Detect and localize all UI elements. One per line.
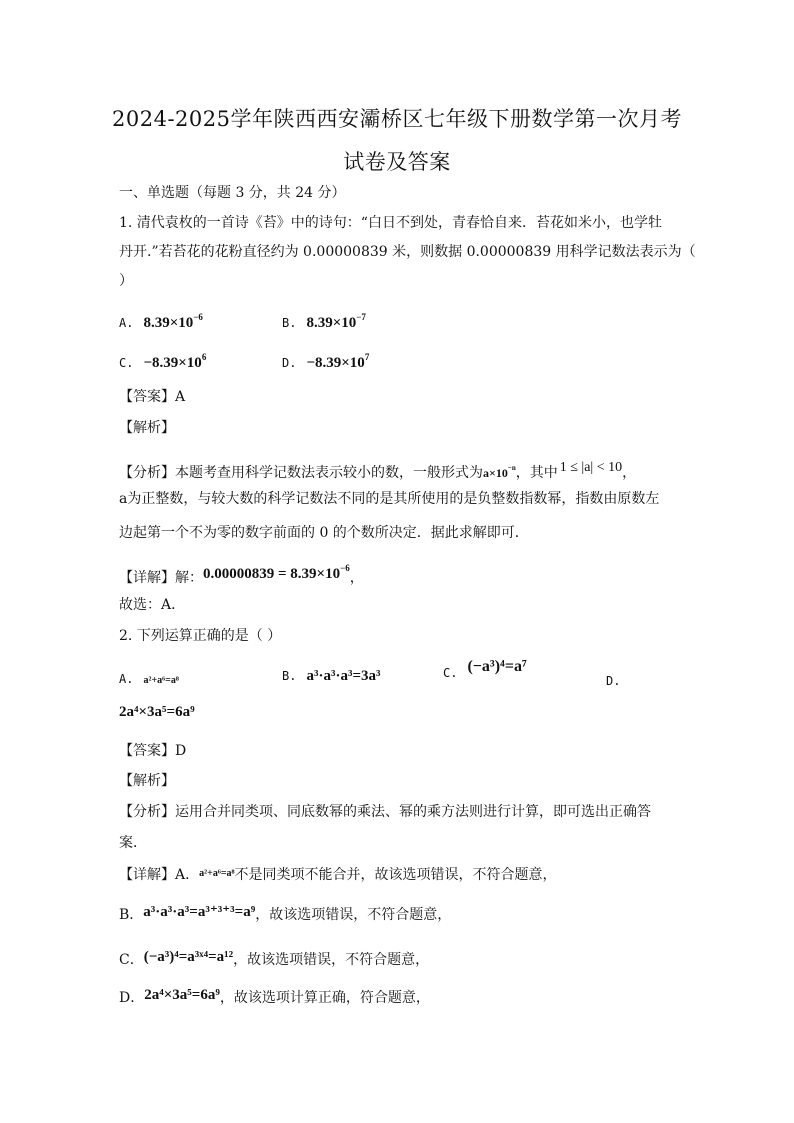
- q1-fenxi-line3: 边起第一个不为零的数字前面的 0 的个数所决定．据此求解即可．: [119, 525, 529, 541]
- q2-option-a: [119, 672, 179, 687]
- q1-fenxi-formula: a×10: [483, 466, 508, 480]
- q2-option-d-formula: [119, 704, 195, 721]
- q1-fenxi-range: 1 ≤ |a| < 10: [559, 460, 623, 475]
- q1-option-a: [119, 312, 203, 332]
- option-formula: −8.39×10: [143, 355, 202, 371]
- option-exponent: −6: [193, 312, 203, 322]
- option-exponent: −7: [356, 312, 366, 322]
- option-label: B.: [282, 669, 297, 683]
- q1-fenxi-text3: ，: [622, 465, 637, 481]
- document-title: 2024-2025学年陕西西安灞桥区七年级下册数学第一次月考: [112, 107, 682, 131]
- detail-label: 【详解】A．: [119, 867, 200, 883]
- q1-fenxi-line1: [119, 458, 636, 484]
- detail-text: ，故该选项错误，不符合题意，: [255, 907, 452, 923]
- q1-detail-formula: 0.00000839 = 8.39×10: [203, 566, 341, 582]
- q2-detail-b: [119, 905, 451, 925]
- q1-option-d: [282, 352, 369, 372]
- q2-detail-d: [119, 988, 430, 1008]
- q2-option-c: [443, 658, 527, 682]
- option-label: D.: [606, 674, 621, 688]
- option-label: B.: [282, 316, 297, 330]
- q1-choice: 故选：A．: [119, 597, 186, 613]
- q1-detail-end: ，: [349, 570, 364, 586]
- option-formula: 2a⁴×3a⁵=6a⁹: [119, 704, 195, 720]
- option-label: C.: [119, 356, 134, 370]
- q1-answer: 【答案】A: [119, 389, 186, 405]
- q1-stem-line3: ）: [119, 273, 133, 289]
- q1-stem-line2: 丹开.”若苔花的花粉直径约为 0.00000839 米，则数据 0.00000839 用科学记数法表示为（: [119, 244, 696, 260]
- detail-formula: a²+a⁶=a⁸: [199, 868, 235, 879]
- option-formula: (−a³)⁴=a⁷: [467, 658, 527, 675]
- q2-stem: 2. 下列运算正确的是（ ）: [119, 628, 282, 644]
- option-formula: 8.39×10: [306, 315, 357, 331]
- section-heading: 一、单选题（每题 3 分，共 24 分）: [119, 185, 346, 201]
- detail-label: D．: [119, 990, 145, 1006]
- option-formula: a³·a³·a³=3a³: [306, 668, 381, 684]
- q1-option-b: [282, 312, 366, 332]
- option-label: A.: [119, 672, 134, 686]
- option-exponent: 7: [364, 352, 370, 362]
- option-label: A.: [119, 316, 134, 330]
- detail-label: B．: [119, 907, 144, 923]
- q2-fenxi-line2: 案．: [119, 835, 147, 851]
- q2-option-d: [606, 674, 630, 689]
- detail-formula: 2a⁴×3a⁵=6a⁹: [144, 987, 220, 1003]
- q1-stem-line1: 1. 清代袁枚的一首诗《苔》中的诗句：“白日不到处，青春恰自来．苔花如米小，也学牡: [119, 215, 662, 231]
- q2-answer: 【答案】D: [119, 743, 187, 759]
- detail-label: C．: [119, 952, 144, 968]
- document-title-cont: 试卷及答案: [343, 150, 451, 174]
- option-formula: a²+a⁶=a⁸: [143, 675, 179, 686]
- detail-text: 不是同类项不能合并，故该选项错误，不符合题意，: [234, 867, 557, 883]
- q2-detail-a: [119, 865, 557, 887]
- q1-fenxi-line2: a为正整数，与较大数的科学记数法不同的是其所使用的是负整数指数幂，指数由原数左: [119, 491, 660, 507]
- q2-option-b: [282, 668, 381, 685]
- option-formula: 8.39×10: [143, 315, 194, 331]
- q1-option-c: [119, 352, 206, 372]
- q1-analysis-heading: 【解析】: [119, 420, 175, 436]
- option-formula: −8.39×10: [306, 355, 365, 371]
- q1-fenxi-text: 【分析】本题考查用科学记数法表示较小的数，一般形式为: [119, 465, 483, 481]
- detail-text: ，故该选项计算正确，符合题意，: [219, 990, 430, 1006]
- q1-detail: [119, 562, 364, 588]
- q2-fenxi-line1: 【分析】运用合并同类项、同底数幂的乘法、幂的乘方法则进行计算，即可选出正确答: [119, 804, 651, 820]
- detail-formula: a³·a³·a³=a³⁺³⁺³=a⁹: [143, 904, 256, 920]
- option-exponent: 6: [201, 352, 207, 362]
- q1-fenxi-exponent: −n: [507, 464, 516, 472]
- option-label: D.: [282, 356, 297, 370]
- q1-detail-exponent: −6: [340, 563, 350, 573]
- detail-formula: (−a³)⁴=a³ˣ⁴=a¹²: [143, 949, 234, 965]
- q1-detail-label: 【详解】解：: [119, 570, 203, 586]
- detail-text: ，故该选项错误，不符合题意，: [233, 952, 430, 968]
- q1-fenxi-text2: ，其中: [515, 465, 558, 481]
- q2-detail-c: [119, 950, 429, 970]
- option-label: C.: [443, 666, 458, 680]
- q2-analysis-heading: 【解析】: [119, 773, 175, 789]
